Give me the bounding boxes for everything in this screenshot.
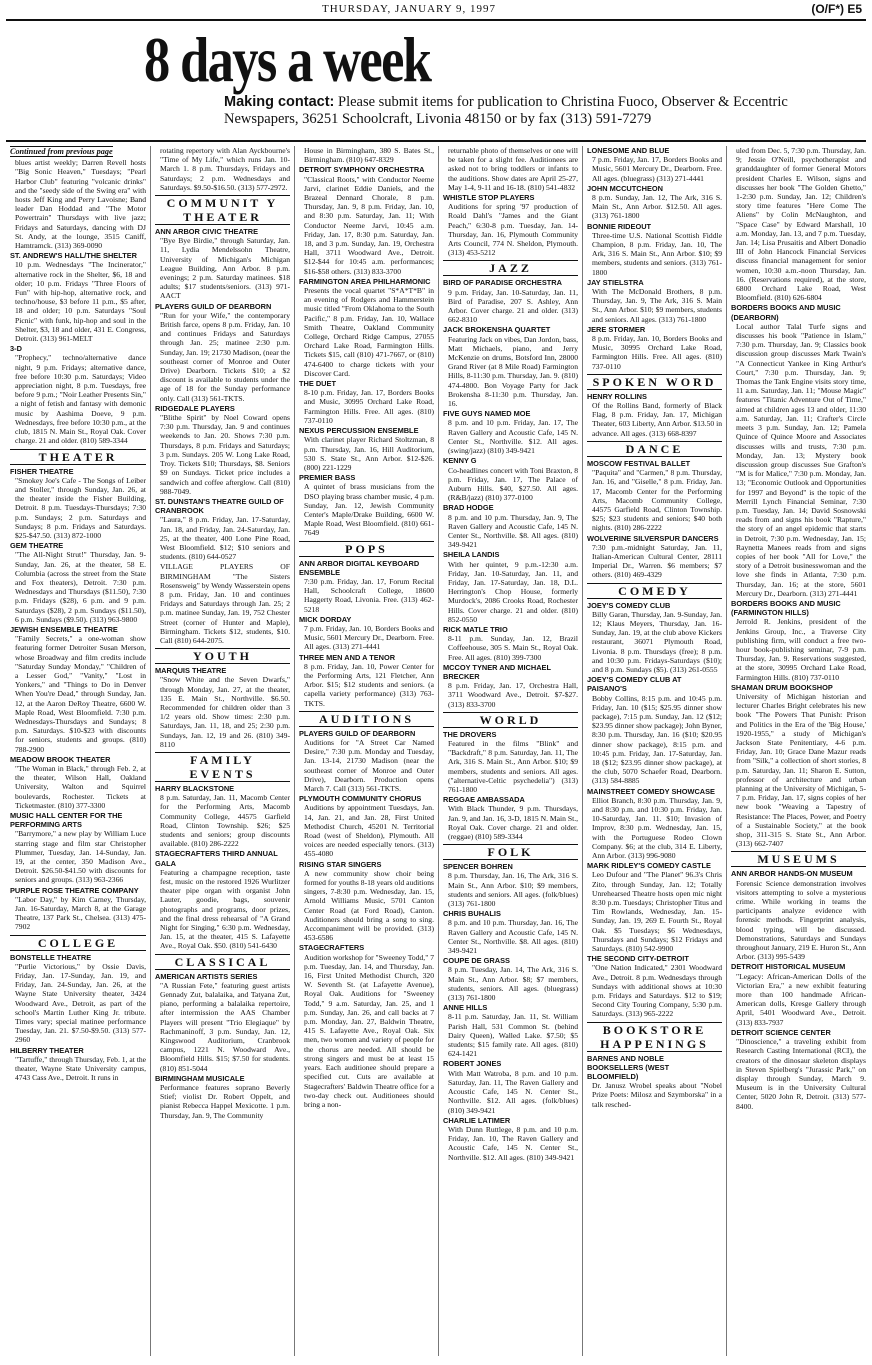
listing-entry: [587, 675, 722, 785]
listing-title: PLAYERS GUILD OF DEARBORN: [155, 301, 272, 311]
listing-title: SHEILA LANDIS: [443, 550, 500, 560]
listing-body: Audition workshop for "Sweeney Todd," 7 p.m. Tuesday, Jan. 14, and Thursday, Jan. 16, First United Methodist Church, 320 W. Seventh St. (at Lafayette Avenue), Royal Oak. Auditions for "Sweeney Todd," 9 a.m. Saturday, Jan. 25, and 1 p.m. Sunday, Jan. 26, and call backs at 7 p.m. Monday, Jan. 27, Baldwin Theatre, 415 S. Lafayette Ave., Royal Oak. Six men, two women and variety of people for the chorus are needed. All should be strong singers and must be at least 15 years. Each auditionee should prepare a specified cut. Cuts are available at Stagecrafters' Baldwin Theatre office for a two-day check out. Auditionees should bring a non-: [304, 952, 434, 1109]
listing-title: THE DROVERS: [443, 729, 497, 739]
listing-title: JACK BROKENSHA QUARTET: [443, 325, 551, 335]
listing-entry: [731, 146, 866, 302]
listing-body: "A Russian Fete," featuring guest artists Gennady Zut, balalaika, and Tatyana Zut, piano, performing a balalaika repertoire, after intermission the AAS Chamber Players will present "Trio Elegiaque" by Rachmaninoff, 3 p.m. Sunday, Jan. 12, Kingswood Auditorium, Cranbrook campus, 1221 N. Woodward Ave., Bloomfield Hills. $15; $7.50 for students. (810) 851-5044: [160, 980, 290, 1073]
listing-entry: [155, 302, 290, 403]
listing-body: "Dinoscience," a traveling exhibit from Research Casting International (RCI), the creators of the dinosaur skeleton displays in Steven Spielberg's "Jurassic Park," on display through Sunday, March 9. Museum is in the University Cultural Center, 5020 John R, Detroit. (313) 577-8400.: [736, 1037, 866, 1111]
listing-body: 7 p.m. Friday, Jan. 10, Borders Books and Music, 5601 Mercury Dr., Dearborn. Free. All ages. (313) 271-4441: [304, 623, 434, 652]
section-heading: FAMILY EVENTS: [155, 752, 290, 782]
listing-body: 8 p.m. and 10 p.m. Friday, Jan. 17, The Raven Gallery and Acoustic Cafe, 145 N. Center St., Northville. $12. All ages. (swing/jazz) (810) 349-9421: [448, 418, 578, 456]
listing-title: CHARLIE LATIMER: [443, 1115, 511, 1125]
listing-entry: [299, 860, 434, 943]
listing-entry: [731, 599, 866, 682]
listing-entry: [731, 303, 866, 598]
listing-body: Elliot Branch, 8:30 p.m. Thursday, Jan. 9, and 8:30 p.m. and 10:30 p.m. Friday, Jan. 10-Saturday, Jan. 11. $10; Invasion of Improv, 8:30 p.m. Wednesday, Jan. 15, with the Portuguese Rodeo Clown Company. $6; at the club, 314 E. Liberty, Ann Arbor. (313) 996-9080: [592, 795, 722, 861]
listing-title: WHISTLE STOP PLAYERS: [443, 193, 535, 203]
listing-entry: [10, 344, 146, 445]
listing-title: JEWISH ENSEMBLE THEATRE: [10, 624, 118, 634]
listing-body: 8 p.m. Friday, Jan. 17, Orchestra Hall, 3711 Woodward Ave., Detroit. $7-$27. (313) 833-3700: [448, 681, 578, 709]
listing-title: JERE STORMER: [587, 324, 646, 334]
listing-entry: [443, 795, 578, 841]
listing-body: "Purlie Victorious," by Ossie Davis, Friday, Jan. 17-Sunday, Jan. 19, and Friday, Jan. 24-Sunday, Jan. 26, at the Wayne State University theater, 3424 Woodward Ave., Detroit, as part of the school's Martin Luther King Jr. tribute. Times vary; special matinee performance Tuesday, Jan. 21. $7.50-$9.50. (313) 577-2960: [15, 961, 146, 1045]
section-heading: POPS: [299, 541, 434, 557]
listing-body: Presents the vocal quartet "S*A*T*B" in an evening of Rodgers and Hammerstein music titled "From Oklahoma to the South Pacific," 8 p.m. Friday, Jan. 10, Wallace Smith Theatre, Oakland Community College, Orchard Ridge Campus, 27055 Orchard Lake Road, Farmington Hills. Tickets $15, call (810) 471-7667, or (810) 474-6400 to charge tickets with your Discover Card.: [304, 286, 434, 378]
listing-entry: [587, 787, 722, 861]
listing-body: 7:30 p.m.-midnight Saturday, Jan. 11, Italian-American Cultural Center, 28111 Imperial Dr., Warren. $6 members; $7 others. (810) 469-4329: [592, 542, 722, 580]
listing-body: 8 p.m. Sunday, Jan. 12, The Ark, 316 S. Main St., Ann Arbor. $12.50. All ages. (313) 761-1800: [592, 193, 722, 221]
listing-title: THE DUET: [299, 379, 336, 389]
listing-column: [582, 146, 726, 1356]
listing-body: "The All-Night Strut!" Thursday, Jan. 9-Sunday, Jan. 26, at the theater, 58 E. Columbia (across the street from the State and Fox theaters), Detroit. 7:30 p.m. Wednesdays and Thursdays ($11.50), 7:30 p.m. Fridays ($28), 6 p.m. and 9 p.m. Saturdays ($28), 2 p.m. Sundays ($11.50), 6 p.m. Sundays ($9.50). (313) 963-9800: [15, 550, 146, 624]
listing-body: Performance features soprano Beverly Stief; violist Dr. Robert Oppelt, and pianist Rebecca Happel Mexicotte. 1 p.m. Thursday, Jan. 9, The Community: [160, 1083, 290, 1120]
listing-body: "Blithe Spirit" by Noel Coward opens 7:30 p.m. Thursday, Jan. 9 and continues weekends to Jan. 20. Shows 7:30 p.m. Thursdays, 8 p.m. Fridays and Saturdays; 3 p.m. Sundays. 205 W. Long Lake Road, Troy. Tickets $10; Thursdays, $8. Seniors $9 on Sundays. Ticket price includes a sandwich and coffee afterglow. Call (810) 988-7049.: [160, 413, 290, 496]
listing-entry: [10, 1046, 146, 1083]
listing-entry: [299, 943, 434, 1109]
listing-entry: [587, 601, 722, 675]
listing-body: House in Birmingham, 380 S. Bates St., Birmingham. (810) 647-8329: [304, 146, 434, 165]
listing-body: University of Michigan historian and lecturer Charles Bright celebrates his new book "The Powers That Punish: Prison and Politics in the Era of the 'Big House,' 1920-1955," a study of Michigan's Jackson State Penitentiary, 4-6 p.m. Friday, Jan. 10; Grace Dane Mazur reads from "Silk," a collection of short stories, 8 p.m. Saturday, Jan. 11; Sharon E. Sutton, professor of architecture and urban planning at the University of Michigan, 5-7 p.m. Friday, Jan. 17, signs copies of her new book "Weaving a Tapestry of Resistance: The Places, Power, and Poetry of a Sustainable Society," at the book shop, 311-315 S. State St., Ann Arbor. (313) 662-7407: [736, 691, 866, 849]
listing-body: "Tartuffe," through Thursday, Feb. 1, at the theater, Wayne State University campus, 4743 Cass Ave., Detroit. It runs in: [15, 1054, 147, 1083]
listing-body: "Legacy: African-American Dolls of the Victorian Era," a new exhibit featuring more than 100 handmade African-American dolls, Kresge Gallery through April, 5401 Woodward Ave., Detroit. (313) 833-7937: [736, 971, 866, 1027]
listing-title: ST. ANDREW'S HALL/THE SHELTER: [10, 251, 137, 261]
listing-entry: [587, 954, 722, 1018]
listing-title: RISING STAR SINGERS: [299, 859, 382, 869]
listing-title: ROBERT JONES: [443, 1059, 502, 1069]
listing-title: MCCOY TYNER AND MICHAEL BRECKER: [443, 662, 551, 681]
listing-body: Auditions by appointment Tuesdays, Jan. 14, Jan. 21, and Jan. 28, First United Methodist Church, 45201 N. Territorial Road (west of Sheldon), Plymouth. All voices are needed especially tenors. (313) 455-4080: [304, 803, 434, 859]
listing-body: Three-time U.S. National Scottish Fiddle Champion, 8 p.m. Friday, Jan. 10, The Ark, 316 S. Main St., Ann Arbor. $10; $9 members, students and seniors. (313) 761-1800: [592, 230, 722, 277]
listing-body: "Run for your Wife," the contemporary British farce, opens 8 p.m. Friday, Jan. 10 and continues Fridays and Saturdays through Jan. 25; matinee 2:30 p.m. Sunday, Jan. 19; 21730 Madison, (near the southeast corner of Monroe and Outer Drive) Dearborn. Tickets $10; a $2 discount is available to students under the age of 18 for the Sunday performance only. Call (313) 561-TKTS.: [160, 310, 290, 403]
listing-title: WOLVERINE SILVERSPUR DANCERS: [587, 533, 719, 543]
section-heading: JAZZ: [443, 260, 578, 276]
listing-title: THE SECOND CITY-DETROIT: [587, 954, 689, 964]
listing-entry: [731, 1028, 866, 1111]
listing-title: KENNY G: [443, 456, 477, 466]
section-brand: 8 days a week: [144, 24, 431, 95]
listing-entry: [443, 1059, 578, 1114]
listing-title: MAINSTREET COMEDY SHOWCASE: [587, 786, 715, 796]
listing-entry: [443, 862, 578, 908]
section-heading: YOUTH: [155, 648, 290, 664]
listing-entry: [443, 1116, 578, 1162]
listing-body: Co-headlines concert with Toni Braxton, 8 p.m. Friday, Jan. 17, The Palace of Auburn Hills. $40, $27.50. All ages. (R&B/jazz) (810) 377-0100: [448, 465, 578, 503]
listing-entry: [155, 666, 290, 749]
section-heading: COMEDY: [587, 583, 722, 599]
section-heading: BOOKSTORE HAPPENINGS: [587, 1022, 722, 1052]
listing-title: COUPE DE GRASS: [443, 956, 510, 966]
listing-title: BONSTELLE THEATRE: [10, 952, 92, 962]
listing-title: BRAD HODGE: [443, 503, 494, 513]
listing-body: Featuring a champagne reception, taste fest, music on the restored 1926 Wurlitzer theater pipe organ with organist John Lauter, goodie, bags, souvenir photographs and programs, door prizes, and the final dress rehearsal of "A Grand Night for Singing," 6:30 p.m. Wednesday, Jan. 15, at the theater, 415 S. Lafayette Ave., Royal Oak. $50. (810) 541-6430: [160, 867, 290, 951]
listing-entry: [10, 251, 146, 343]
listing-body: With The McDonald Brothers, 8 p.m. Thursday, Jan. 9, The Ark, 316 S. Main St., Ann Arbor. $10; $9 members, students and seniors. All ages. (313) 761-1800: [592, 287, 722, 324]
listing-entry: [587, 222, 722, 277]
listing-body: "The Woman in Black," through Feb. 2, at the theater, Wilson Hall, Oakland University, Walton and Squirrel boulevards, Rochester. Tickets at Ticketmaster. (810) 377-3300: [15, 764, 146, 810]
listing-body: 8 p.m. Thursday, Jan. 16, The Ark, 316 S. Main St., Ann Arbor. $10; $9 members, students and seniors. All ages. (folk/blues) (313) 761-1800: [448, 871, 578, 909]
listing-entry: [731, 962, 866, 1026]
listing-entry: [10, 755, 146, 810]
listing-title: AMERICAN ARTISTS SERIES: [155, 971, 258, 981]
listing-body: A new community show choir being formed for youths 8-18 years old auditions singers, 7-8:30 p.m. Wednesday, Jan. 15, Arnold Williams Music, 5701 Canton Center Road (at Ford Road), Canton. Auditioners should bring a song to sing. Accompaniment will be provided. (313) 453-6586: [304, 868, 434, 943]
listing-title: JOEY'S COMEDY CLUB: [587, 600, 671, 610]
listing-body: Bobby Collins, 8:15 p.m. and 10:45 p.m. Friday, Jan. 10 ($15; $25.95 dinner show package), 7:15 p.m. Sunday, Jan. 12 ($12; $23.95 dinner show package); John Byner, 8:30 p.m. Thursday, Jan. 16 ($10; $20.95 dinner show package), 8:15 p.m. and 10:45 p.m. Friday, Jan. 17-Saturday, Jan. 18 ($12; $23.95 dinner show package), at the club, 5070 Schaefer Road, Dearborn. (313) 584-8885: [592, 693, 722, 786]
listing-body: blues artist weekly; Darren Revell hosts "Big Sonic Heaven," Tuesdays; "Pearl Harbor Club" featuring "volcanic drinks" and the "seedy side of the Swing era" with hosts Jeff King and Perry Lavoisne; Band leader Dan Hoddad and "The Motor Powertrain" Thursdays with live jazz; Fridays and Saturdays, dancing with DJ St. Andy, at the lounge, 3515 Caniff, Hamtramck. (313) 369-0090: [15, 158, 146, 251]
listing-entry: [10, 886, 146, 932]
section-heading: CLASSICAL: [155, 954, 290, 970]
listing-title: MEADOW BROOK THEATER: [10, 754, 111, 764]
listing-body: 8 p.m. and 10 p.m. Thursday, Jan. 9, The Raven Gallery and Acoustic Cafe, 145 N. Center St., Northville. $8. All ages. (810) 349-9421: [448, 512, 578, 550]
listing-title: BIRMINGHAM MUSICALE: [155, 1073, 245, 1083]
listing-entry: [587, 459, 722, 533]
listing-entry: [299, 473, 434, 537]
listing-body: Of the Rollins Band, formerly of Black Flag, 8 p.m. Friday, Jan. 17, Michigan Theater, 603 Liberty, Ann Arbor. $13.50 in advance. All ages. (313) 668-8397: [592, 401, 722, 438]
section-heading: AUDITIONS: [299, 711, 434, 727]
listing-body: VILLAGE PLAYERS OF BIRMINGHAM "The Sisters Rosensweig" by Wendy Wasserstein opens 8 p.m. Friday, Jan. 10 and continues Fridays and Saturdays through Jan. 25; 2 p.m. matinee Sunday, Jan. 19, 752 Chester Street (corner of Hunter and Maple), Birmingham. Tickets $12, students, $10. Call (810) 644-2075.: [160, 562, 290, 645]
listing-entry: [299, 146, 434, 164]
listing-title: 3-D: [10, 344, 22, 354]
listing-column: [438, 146, 582, 1356]
listing-body: "Snow White and the Seven Dwarfs," through Monday, Jan. 27, at the theater, 135 E. Main St., Northville. $6.50. Recommended for children older than 3 1/2 years old. Show times: 2:30 p.m. Saturdays, Jan. 11, 18, and 25; 2:30 p.m. Sundays, Jan. 12, 19 and 26. (810) 349-8110: [160, 675, 290, 749]
listing-title: RIDGEDALE PLAYERS: [155, 403, 235, 413]
listing-body: "Prophecy," techno/alternative dance night, 9 p.m. Fridays; alternative dance, free before 10:30 p.m. Saturdays; Video appreciation night, 8 p.m. Tuesdays, free before 9 p.m.; "Noir Leather Presents Sin," a night of fetish and fantasy with demonic music by Aashima Doeve, 9 p.m. Wednesdays, free before 10:30 p.m., at the club, 1815 N. Main St., Royal Oak. Cover charge. 21 and older. (810) 589-3344: [15, 353, 146, 446]
section-heading: FOLK: [443, 844, 578, 860]
listing-entry: [299, 794, 434, 858]
listing-body: "Paquita" and "Carmen," 8 p.m. Thursday, Jan. 16, and "Giselle," 8 p.m. Friday, Jan. 17, Macomb Center for the Performing Arts, Macomb Community College, 44575 Garfield Road, Clinton Township. $25; $23 students and seniors; $40 both nights. (810) 286-2222: [592, 468, 722, 533]
listing-entry: [155, 497, 290, 561]
page-header: [0, 0, 872, 20]
listing-body: Featured in the films "Blink" and "Backdraft," 8 p.m. Saturday, Jan. 11, The Ark, 316 S. Main St., Ann Arbor. $10; $9 members, students and seniors. All ages. ("alternative-Celtic psychedelia") (313) 761-1800: [448, 738, 578, 794]
listing-entry: [587, 392, 722, 438]
listings-columns: [6, 146, 870, 1360]
listing-column: [294, 146, 438, 1356]
listing-title: GEM THEATRE: [10, 541, 64, 551]
listing-entry: [587, 278, 722, 324]
listing-body: 8-11 p.m. Saturday, Jan. 11, St. William Parish Hall, 531 Common St. (behind Dairy Queen), Walled Lake. $7.50; $5 students; $15 family rate. All ages. (810) 624-1421: [448, 1012, 578, 1059]
listing-title: ANN ARBOR DIGITAL KEYBOARD ENSEMBLE: [299, 558, 420, 577]
listing-body: Auditions for "A Street Car Named Desire," 7:30 p.m. Monday and Tuesday, Jan. 13-14, 21730 Madison (near the southeast corner of Monroe and Outer Drive), Dearborn. Production opens March 7. Call (313) 561-TKTS.: [304, 737, 434, 793]
listing-body: 9 p.m. Friday, Jan. 10-Saturday, Jan. 11, Bird of Paradise, 207 S. Ashley, Ann Arbor. Cover charge. 21 and older. (313) 662-8310: [448, 287, 578, 325]
listing-body: With her quintet, 9 p.m.-12:30 a.m. Friday, Jan. 10-Saturday, Jan. 11, and Friday, Jan. 17-Saturday, Jan. 18, D.L. Herrington's Chop House, formerly Murdock's, 2086 Crooks Road, Rochester Hills. Cover charge. 21 and older. (810) 852-0550: [448, 559, 578, 624]
listing-body: Forensic Science demonstration involves visitors attempting to solve a mysterious crime. While working in teams the participants analyze evidence with forensic methods. Fingerprint analysis, blood typing, will be discussed. Demonstrations, Saturdays and Sundays throughout January, 219 E. Huron St., Ann Arbor. (313) 995-5439: [736, 878, 866, 962]
listing-entry: [299, 729, 434, 793]
listing-body: "One Nation Indicated," 2301 Woodward Ave., Detroit. 8 p.m. Wednesdays through Sundays with additional shows at 10:30 p.m. Fridays and Saturdays. $12 to $19; Second City Touring Company, 5:30 p.m. Saturdays. (313) 965-2222: [592, 963, 722, 1019]
listing-entry: [10, 158, 146, 250]
listing-entry: [443, 456, 578, 502]
section-heading: COMMUNIT Y THEATER: [155, 195, 290, 225]
listing-entry: [443, 409, 578, 455]
listing-entry: [299, 559, 434, 614]
section-heading: COLLEGE: [10, 935, 146, 951]
listing-title: HILBERRY THEATER: [10, 1045, 84, 1055]
listing-body: "Classical Roots," with Conductor Neeme Jarvi, clarinet Eddie Daniels, and the Brazeal Dennard Chorale, 8 p.m. Thursday, Jan. 9, 8 p.m. Friday, Jan. 10, and 8:30 p.m. Saturday, Jan. 11; With Conductor Neeme Jarvi, 10:45 a.m. Friday, Jan. 17, 8:30 p.m. Saturday, Jan. 18, and 3 p.m. Sunday, Jan. 19, Orchestra Hall, 3711 Woodward Ave., Detroit. $12-$44 for 10:45 a.m. performances; $16-$58 others. (313) 833-3700: [304, 174, 434, 276]
section-heading: THEATER: [10, 449, 146, 465]
listing-title: FIVE GUYS NAMED MOE: [443, 409, 531, 419]
listing-entry: [443, 503, 578, 549]
section-heading: WORLD: [443, 712, 578, 728]
listing-title: BARNES AND NOBLE BOOKSELLERS (WEST BLOOMFIELD): [587, 1053, 670, 1082]
listing-entry: [443, 1003, 578, 1058]
listing-title: JOHN MCCUTCHEON: [587, 183, 663, 193]
listing-title: ANN ARBOR HANDS-ON MUSEUM: [731, 869, 853, 879]
listing-title: STAGECRAFTERS THIRD ANNUAL GALA: [155, 849, 278, 868]
listing-title: FISHER THEATRE: [10, 466, 74, 476]
listing-title: BIRD OF PARADISE ORCHESTRA: [443, 278, 562, 288]
listing-column: [150, 146, 294, 1356]
listing-body: "Smokey Joe's Cafe - The Songs of Leiber and Stoller," through Sunday, Jan. 26, at the theater inside the Fisher Building, Detroit. 8 p.m. Tuesdays-Thursdays; 7:30 p.m. Sundays; 2 p.m. Saturdays and Sundays; 8 p.m. Fridays and Saturdays. $25-$47.50. (313) 872-1000: [15, 475, 146, 540]
section-heading: DANCE: [587, 441, 722, 457]
listing-title: MOSCOW FESTIVAL BALLET: [587, 458, 691, 468]
listing-entry: [443, 193, 578, 257]
listing-entry: [299, 653, 434, 708]
listing-body: 8-10 p.m. Friday, Jan. 17, Borders Books and Music, 30995 Orchard Lake Road, Farmington Hills. Free. All ages. (810) 737-0110: [304, 388, 434, 425]
listing-title: BONNIE RIDEOUT: [587, 221, 652, 231]
listing-body: Leo Dufour and "The Planet" 96.3's Chris Zito, through Sunday, Jan. 12; Totally Unrehearsed Theatre hosts open mic night 8:30 p.m. Tuesdays; Christopher Titus and Tim Rowlands, Wednesday, Jan. 15-Sunday, Jan. 19, 269 E. Fourth St., Royal Oak. $5 Tuesdays; $6 Wednesdays, Thursdays and Sundays; $12 Fridays and Saturdays. (810) 542-9900: [592, 870, 722, 954]
listing-entry: [299, 277, 434, 378]
issue-date: THURSDAY, JANUARY 9, 1997: [322, 3, 497, 15]
listing-entry: [299, 165, 434, 275]
listing-title: MARQUIS THEATRE: [155, 666, 227, 676]
listing-body: With clarinet player Richard Stoltzman, 8 p.m. Thursday, Jan. 16, Hill Auditorium, 530 S. State St., Ann Arbor. $12-$26. (800) 221-1229: [304, 435, 434, 472]
listing-body: "Labor Day," by Kim Carney, Thursday, Jan. 16-Saturday, March 8, at the Garage Theatre, 137 Park St., Chelsea. (313) 475-7902: [15, 894, 146, 932]
listing-entry: [155, 784, 290, 848]
listing-entry: [587, 146, 722, 183]
listing-entry: [443, 550, 578, 624]
listing-body: "Bye Bye Birdie," through Saturday, Jan. 11, Lydia Mendelssohn Theatre, University of Michigan's Michigan League Building, Ann Arbor. 8 p.m. evenings; 2 p.m. Saturday matinees. $18 adults; $17 students/seniors. (313) 971-AACT: [160, 236, 290, 301]
listing-entry: [587, 861, 722, 953]
contact-label: Making contact:: [224, 94, 335, 110]
listing-body: "Family Secrets," a one-woman show featuring former Detroiter Susan Merson, whose Broadway and film credits include "Saturday Sunday Monday," "Children of a Lesser God," "Vanity," "Lost in Yonkers," and "Things to Do in Denver When You're Dead," through Sunday, Jan. 12, at the Aaron DeRoy Theatre, 6600 W. Maple Road, West Bloomfield. 7:30 p.m. Wednesdays-Thursdays and Sundays; 8 p.m. Saturdays. $10-$23 with discounts for seniors, students and groups. (810) 788-2900: [15, 634, 146, 754]
listing-body: Featuring Jack on vibes, Dan Jordon, bass, Matt Michaels, piano, and Jerry McKenzie on drums, Botsford Inn, 28000 Grand River (at 8 Mile Road) Farmington Hills, 8-11:30 p.m. Thursday, Jan. 9. (810) 474-4800. Bon Voyage Party for Jack Brokensha 8-11:30 p.m. Thursday, Jan. 16.: [448, 334, 578, 409]
listing-body: Dr. Janusz Wrobel speaks about "Nobel Prize Poets: Milosz and Szymborska" in a talk resched-: [592, 1081, 722, 1109]
listing-title: LONESOME AND BLUE: [587, 146, 670, 155]
section-heading: MUSEUMS: [731, 851, 866, 867]
listing-entry: [587, 534, 722, 580]
listing-body: Jerrold R. Jenkins, president of the Jenkins Group, Inc., a Traverse City publishing firm, will conduct a free two-hour book-publishing seminar, 7-9 p.m. Thursday, Jan. 9. Reservations suggested, at the store, 30995 Orchard Lake Road, Farmington Hills. (810) 737-0110: [736, 617, 866, 682]
listing-entry: [443, 625, 578, 662]
listing-body: 7 p.m. Friday, Jan. 17, Borders Books and Music, 5601 Mercury Dr., Dearborn. Free. All ages. (bluegrass) (313) 271-4441: [592, 155, 722, 183]
listing-title: MICK DORDAY: [299, 614, 352, 624]
listing-entry: [731, 683, 866, 849]
listing-body: Local author Talal Turfe signs and discusses his book "Patience in Islam," 7:30 p.m. Thursday, Jan. 9; Classics book discussion group discusses Mark Twain's "A Connecticut Yankee in King Arthur's Court," 7:30 p.m. Thursday, Jan. 9; Thomas the Tank Engine visits story time, 11 a.m. Saturday, Jan. 11; "Mouse Magic" features "Titanic Adventure Out of Time," aimed at children ages 13 and older, 11:30 a.m. Saturday, Jan. 11; Crafter's Circle meets 3 p.m. Sunday, Jan. 12; Pamela Quince of Quince Moore and Associates discusses wills and trusts, 7:30 p.m. Monday, Jan. 13; Mystery book discussion group discusses Sue Grafton's "M is for Malice," 7:30 p.m. Monday, Jan. 13; "Economic Outlook and Opportunities for 1997 and Beyond" is the topic of the Merrill Lynch Financial Seminar, 7:30 p.m. Tuesday, Jan. 14; David Sosnowski reads from and signs his book "Rapture," the story of an angel epidemic that starts in Detroit, 7:30 p.m. Wednesday, Jan. 15; Raynetta Manees reads from and signs copies of her book "All for Love," the story of a Detroit businesswoman and the love she finds in Atlanta, 7:30 p.m. Thursday, Jan. 16; at the store, 5601 Mercury Dr., Dearborn. (313) 271-4441: [736, 321, 866, 598]
page-code: (O/F*) E5: [811, 2, 862, 16]
listing-body: "Laura," 8 p.m. Friday, Jan. 17-Saturday, Jan. 18, and Friday, Jan. 24-Saturday, Jan. 25, at the theater, 400 Lone Pine Road, West Bloomfield. $12; $10 seniors and students. (810) 644-0527: [160, 515, 290, 562]
listing-entry: [155, 972, 290, 1073]
listing-title: SPENCER BOHREN: [443, 862, 513, 872]
listing-body: 10 p.m. Wednesdays "The Incinerator," alternative rock in the Shelter, $6, 18 and older; 10 p.m. Fridays "Three Floors of Fun" with hip-hop, alternative rock, and techno/house, $3 before 11 p.m., $5 after, 18 and older; 10 p.m. Saturdays "Soul Picnic" with funk, hip-hop and soul in the Shelter, $3, 18 and older, 431 E. Congress, Detroit. (313) 961-MELT: [15, 260, 146, 344]
listing-entry: [155, 404, 290, 496]
listing-title: ST. DUNSTAN'S THEATRE GUILD OF CRANBROOK: [155, 496, 284, 516]
listing-entry: [587, 1054, 722, 1109]
listing-entry: [443, 146, 578, 192]
masthead: [136, 24, 866, 138]
listing-entry: [443, 325, 578, 408]
listing-title: ANN ARBOR CIVIC THEATRE: [155, 227, 259, 237]
listing-body: 8-11 p.m. Sunday, Jan. 12, Brazil Coffeehouse, 305 S. Main St., Royal Oak. Free. All ages. (810) 399-7300: [448, 634, 578, 662]
continued-note: Continued from previous page: [10, 147, 113, 156]
listing-entry: [299, 379, 434, 425]
listing-title: DETROIT HISTORICAL MUSEUM: [731, 962, 846, 972]
listing-entry: [443, 909, 578, 955]
listing-entry: [299, 615, 434, 652]
listing-body: returnable photo of themselves or one will be taken for a slight fee. Auditionees are asked not to bring toddlers or infants to the auditions. Show dates are April 25-27, May 1-4, 9-11 and 16-18. (810) 541-4832: [448, 146, 578, 192]
listing-title: SHAMAN DRUM BOOKSHOP: [731, 682, 833, 692]
listing-title: THREE MEN AND A TENOR: [299, 652, 396, 662]
listing-entry: [587, 184, 722, 221]
listing-title: PREMIER BASS: [299, 473, 356, 483]
listing-column: [726, 146, 870, 1356]
listing-title: MARK RIDLEY'S COMEDY CASTLE: [587, 861, 711, 871]
listing-entry: [443, 278, 578, 324]
listing-entry: [155, 849, 290, 950]
listing-title: DETROIT SCIENCE CENTER: [731, 1027, 831, 1037]
listing-title: ANNE HILLS: [443, 1003, 488, 1013]
listing-entry: [10, 467, 146, 541]
listing-body: 8 p.m. Saturday, Jan. 11, Macomb Center for the Performing Arts, Macomb Community College, 44575 Garfield Road, Clinton Township. $26; $25 students and seniors; group discounts available. (810) 286-2222: [160, 793, 290, 849]
listing-entry: [155, 1074, 290, 1120]
listing-body: 8 p.m. Friday, Jan. 10, Borders Books and Music, 30995 Orchard Lake Road, Farmington Hills. Free. All ages. (810) 737-0110: [592, 334, 722, 371]
listing-body: Billy Garan, Thursday, Jan. 9-Sunday, Jan. 12; Klaus Meyers, Thursday, Jan. 16-Sunday, Jan. 19, at the club above Kickers restaurant, 36071 Plymouth Road, Livonia. 8 p.m. Thursdays (free); 8 p.m. and 10:30 p.m. Fridays-Saturdays ($10); and 8 p.m. Sundays ($5). (313) 261-0555: [592, 609, 722, 674]
listing-title: NEXUS PERCUSSION ENSEMBLE: [299, 426, 419, 436]
listing-entry: [10, 953, 146, 1045]
listing-entry: [299, 426, 434, 472]
listing-title: BORDERS BOOKS AND MUSIC (DEARBORN): [731, 303, 841, 322]
listing-entry: [10, 811, 146, 885]
listing-title: HARRY BLACKSTONE: [155, 783, 235, 793]
contact-text: Please submit items for publication to Christina Fuoco, Observer & Eccentric Newspapers, 36251 Schoolcraft, Livonia 48150 or by fax (313) 591-7279: [224, 94, 788, 127]
listing-entry: [443, 730, 578, 794]
listing-title: FARMINGTON AREA PHILHARMONIC: [299, 276, 431, 286]
listing-body: 8 p.m. Tuesday, Jan. 14, The Ark, 316 S. Main St., Ann Arbor. $8; $7 members, students, seniors. All ages. (bluegrass) (313) 761-1800: [448, 965, 578, 1003]
listing-title: STAGECRAFTERS: [299, 943, 365, 953]
listing-title: JOEY'S COMEDY CLUB AT PAISANO'S: [587, 675, 682, 694]
listing-body: 8 p.m. and 10 p.m. Thursday, Jan. 16, The Raven Gallery and Acoustic Cafe, 145 N. Center St., Northville. $8. All ages. (810) 349-9421: [448, 918, 578, 956]
listing-title: PURPLE ROSE THEATRE COMPANY: [10, 885, 139, 895]
listing-body: uled from Dec. 5, 7:30 p.m. Thursday, Jan. 9; Jessie O'Neill, psychotherapist and granddaughter of former General Motors president Charles E. Wilson, signs and discusses her book "The Golden Ghetto," 1-2:30 p.m. Sunday, Jan. 12; Children's story time features "Here Come The Aliens" by Colin McNaughton, and "Space Case" by Edward Marshall, 10 a.m. Monday, Jan. 13, and 7 p.m. Tuesday, Jan. 14; Lisa Prusaitis and Albert Donadio III of John Hancock Financial Services discuss financial management for senior women, 10:30 a.m.-noon Thursday, Jan. 16. (Reservations required), at the store, 6800 Orchard Lake Road, West Bloomfield. (810) 626-6804: [736, 146, 866, 303]
listing-title: BORDERS BOOKS AND MUSIC (FARMINGTON HILLS): [731, 598, 841, 618]
listing-entry: [10, 541, 146, 624]
listing-entry: [443, 956, 578, 1002]
listing-title: JAY STIELSTRA: [587, 277, 644, 287]
listing-body: A quintet of brass musicians from the DSO playing brass chamber music, 4 p.m. Sunday, Jan. 12, Jewish Community Center's Maple/Drake Building, 6600 W. Maple Road, West Bloomfield. (810) 661-7649: [304, 482, 434, 538]
listing-title: CHRIS BUHALIS: [443, 909, 501, 919]
listing-title: REGGAE AMBASSADA: [443, 795, 525, 805]
listing-entry: [731, 869, 866, 961]
listing-title: PLYMOUTH COMMUNITY CHORUS: [299, 794, 422, 804]
listing-title: HENRY ROLLINS: [587, 391, 647, 401]
listing-title: DETROIT SYMPHONY ORCHESTRA: [299, 165, 425, 175]
section-heading: SPOKEN WORD: [587, 374, 722, 390]
listing-body: With Black Thunder, 9 p.m. Thursdays, Jan. 9, and Jan. 16, 3-D, 1815 N. Main St., Royal Oak. Cover charge. 21 and older. (reggae) (810) 589-3344: [448, 804, 578, 842]
listing-body: rotating repertory with Alan Ayckbourne's "Time of My Life," which runs Jan. 10-March 1. 8 p.m. Thursdays, Fridays and Saturdays; 2 p.m. Wednesdays and Saturdays. $9.50-$16.50. (313) 577-2972.: [160, 146, 290, 192]
listing-title: RICK MATLE TRIO: [443, 624, 508, 634]
header-rule: [6, 19, 866, 21]
listing-title: MUSIC HALL CENTER FOR THE PERFORMING ARTS: [10, 811, 123, 830]
listing-entry: [155, 227, 290, 301]
listing-column: [6, 146, 150, 1356]
listing-entry: [155, 562, 290, 645]
listing-title: PLAYERS GUILD OF DEARBORN: [299, 728, 416, 738]
listing-entry: [10, 625, 146, 754]
listing-entry: [443, 663, 578, 709]
listing-entry: [587, 325, 722, 371]
listing-body: 8 p.m. Friday, Jan. 10, Power Center for the Performing Arts, 121 Fletcher, Ann Arbor. $15; $12 students and seniors. (a capella variety performance) (313) 763-TKTS.: [304, 661, 434, 708]
listing-body: With Matt Watroba, 8 p.m. and 10 p.m. Saturday, Jan. 11, The Raven Gallery and Acoustic Cafe, 145 N. Center St., Northville. $12. All ages. (folk/blues) (810) 349-9421: [448, 1068, 578, 1115]
masthead-rule: [6, 140, 866, 142]
listing-entry: [155, 146, 290, 192]
contact-line: [224, 94, 864, 128]
listing-body: "Barrymore," a new play by William Luce starring stage and film star Christopher Plummer, Tuesday, Jan. 14-Sunday, Jan. 19, at the center, 350 Madison Ave., Detroit. $26.50-$41.50 with discounts for seniors and groups. (313) 963-2366: [15, 829, 146, 885]
listing-body: 7:30 p.m. Friday, Jan. 17, Forum Recital Hall, Schoolcraft College, 18600 Haggerty Road, Livonia. Free. (313) 462-5218: [304, 576, 434, 614]
listing-body: With Dunn Ruttlege, 8 p.m. and 10 p.m. Friday, Jan. 10, The Raven Gallery and Acoustic Cafe, 145 N. Center St., Northville. $12. All ages. (810) 349-9421: [448, 1124, 578, 1162]
listing-body: Auditions for spring '97 production of Roald Dahl's "James and the Giant Peach," 6:30-8 p.m. Tuesday, Jan. 14-Thursday, Jan. 16, Plymouth Community Arts Council, 774 N. Sheldon, Plymouth. (313) 453-5212: [448, 202, 578, 258]
